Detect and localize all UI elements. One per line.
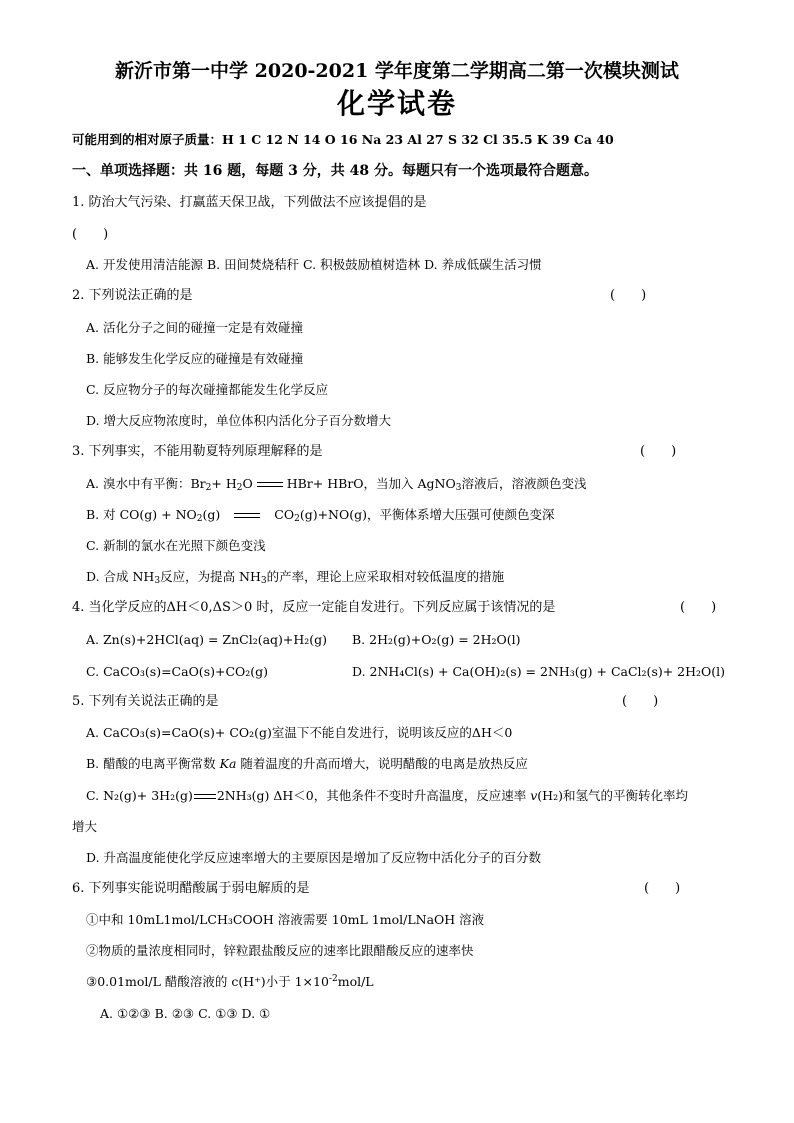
question-3-option-d: D. 合成 $NH_3$反应，为提高 $NH_3$的产率，理论上应采取相对较低温度的措施 xyxy=(86,569,505,586)
section-heading: 一、单项选择题：共 16 题，每题 3 分，共 48 分。每题只有一个选项最符合题意。 xyxy=(72,163,598,179)
exam-subject: 化学试卷 xyxy=(336,87,457,120)
atomic-masses: 可能用到的相对原子质量：H 1 C 12 N 14 O 16 Na 23 Al 27 S 32 Cl 35.5 K 39 Ca 40 xyxy=(72,132,614,147)
question-5-option-d: D. 升高温度能使化学反应速率增大的主要原因是增加了反应物中活化分子的百分数 xyxy=(86,850,542,865)
question-5-option-b: B. 醋酸的电离平衡常数 Ka 随着温度的升高而增大，说明醋酸的电离是放热反应 xyxy=(86,756,528,771)
question-5-answer-blank: ( ) xyxy=(622,694,659,709)
question-3-answer-blank: ( ) xyxy=(640,444,677,459)
question-2-option-a: A. 活化分子之间的碰撞一定是有效碰撞 xyxy=(86,320,303,335)
question-4-option-a: A. Zn(s)+2HCl(aq) = ZnCl₂(aq)+H₂(g) xyxy=(86,632,328,647)
equilibrium-arrow-icon xyxy=(194,792,216,802)
question-3-option-c: C. 新制的氯水在光照下颜色变浅 xyxy=(86,538,266,553)
question-6-statement-3: ③0.01mol/L 醋酸溶液的 c(H⁺)小于 $1\times 10^{-2}mol/L$ xyxy=(86,974,374,989)
question-5-option-a: A. CaCO₃(s)=CaO(s)+ CO₂(g)室温下不能自发进行，说明该反应的ΔH＜0 xyxy=(86,725,513,740)
question-1-options: A. 开发使用清洁能源 B. 田间焚烧秸秆 C. 积极鼓励植树造林 D. 养成低碳生活习惯 xyxy=(86,257,542,272)
question-6-stem: 6. 下列事实能说明醋酸属于弱电解质的是 xyxy=(72,881,310,896)
question-6-answer-blank: ( ) xyxy=(644,881,681,896)
question-4-option-c: C. CaCO₃(s)=CaO(s)+CO₂(g) xyxy=(86,664,269,679)
question-2-option-d: D. 增大反应物浓度时，单位体积内活化分子百分数增大 xyxy=(86,413,392,428)
question-4-option-b: B. 2H₂(g)+O₂(g) = 2H₂O(l) xyxy=(352,632,521,647)
question-6-options: A. ①②③ B. ②③ C. ①③ D. ① xyxy=(100,1006,271,1021)
question-2-stem: 2. 下列说法正确的是 xyxy=(72,288,193,303)
question-4-option-d: D. 2NH₄Cl(s) + Ca(OH)₂(s) = 2NH₃(g) + CaCl₂(s)+ 2H₂O(l) xyxy=(352,664,726,679)
exam-title: 新沂市第一中学 2020-2021 学年度第二学期高二第一次模块测试 xyxy=(115,60,679,82)
question-1-answer-blank: ( ) xyxy=(72,227,109,242)
question-2-option-c: C. 反应物分子的每次碰撞都能发生化学反应 xyxy=(86,382,329,397)
question-5-stem: 5. 下列有关说法正确的是 xyxy=(72,694,219,709)
question-3-option-a: A. 溴水中有平衡：$Br_2+ H_2O$ HBr+ HBrO，当加入 AgNO$_3$溶液后，溶液颜色变浅 xyxy=(86,476,587,493)
question-5-option-c-continued: 增大 xyxy=(72,819,98,834)
question-1-stem: 1. 防治大气污染、打赢蓝天保卫战，下列做法不应该提倡的是 xyxy=(72,195,427,210)
question-4-stem: 4. 当化学反应的ΔH＜0,ΔS＞0 时，反应一定能自发进行。下列反应属于该情况的是 xyxy=(72,600,556,615)
question-3-option-b: B. 对 $CO(g) + NO_2(g)$ $CO_2(g)+NO(g)$，平衡体系增大压强可使颜色变深 xyxy=(86,507,555,524)
question-4-answer-blank: ( ) xyxy=(680,600,717,615)
question-5-option-c: C. N₂(g)+ 3H₂(g) 2NH₃(g) ΔH＜0，其他条件不变时升高温度，反应速率 v(H₂)和氢气的平衡转化率均 xyxy=(86,788,688,803)
question-2-option-b: B. 能够发生化学反应的碰撞是有效碰撞 xyxy=(86,351,304,366)
question-2-answer-blank: ( ) xyxy=(610,288,647,303)
question-6-statement-1: ①中和 10mL1mol/LCH₃COOH 溶液需要 10mL 1mol/LNaOH 溶液 xyxy=(86,912,485,927)
equilibrium-arrow-icon xyxy=(234,511,260,521)
equilibrium-arrow-icon xyxy=(257,480,283,490)
question-6-statement-2: ②物质的量浓度相同时，锌粒跟盐酸反应的速率比跟醋酸反应的速率快 xyxy=(86,943,474,958)
question-3-stem: 3. 下列事实，不能用勒夏特列原理解释的是 xyxy=(72,444,323,459)
